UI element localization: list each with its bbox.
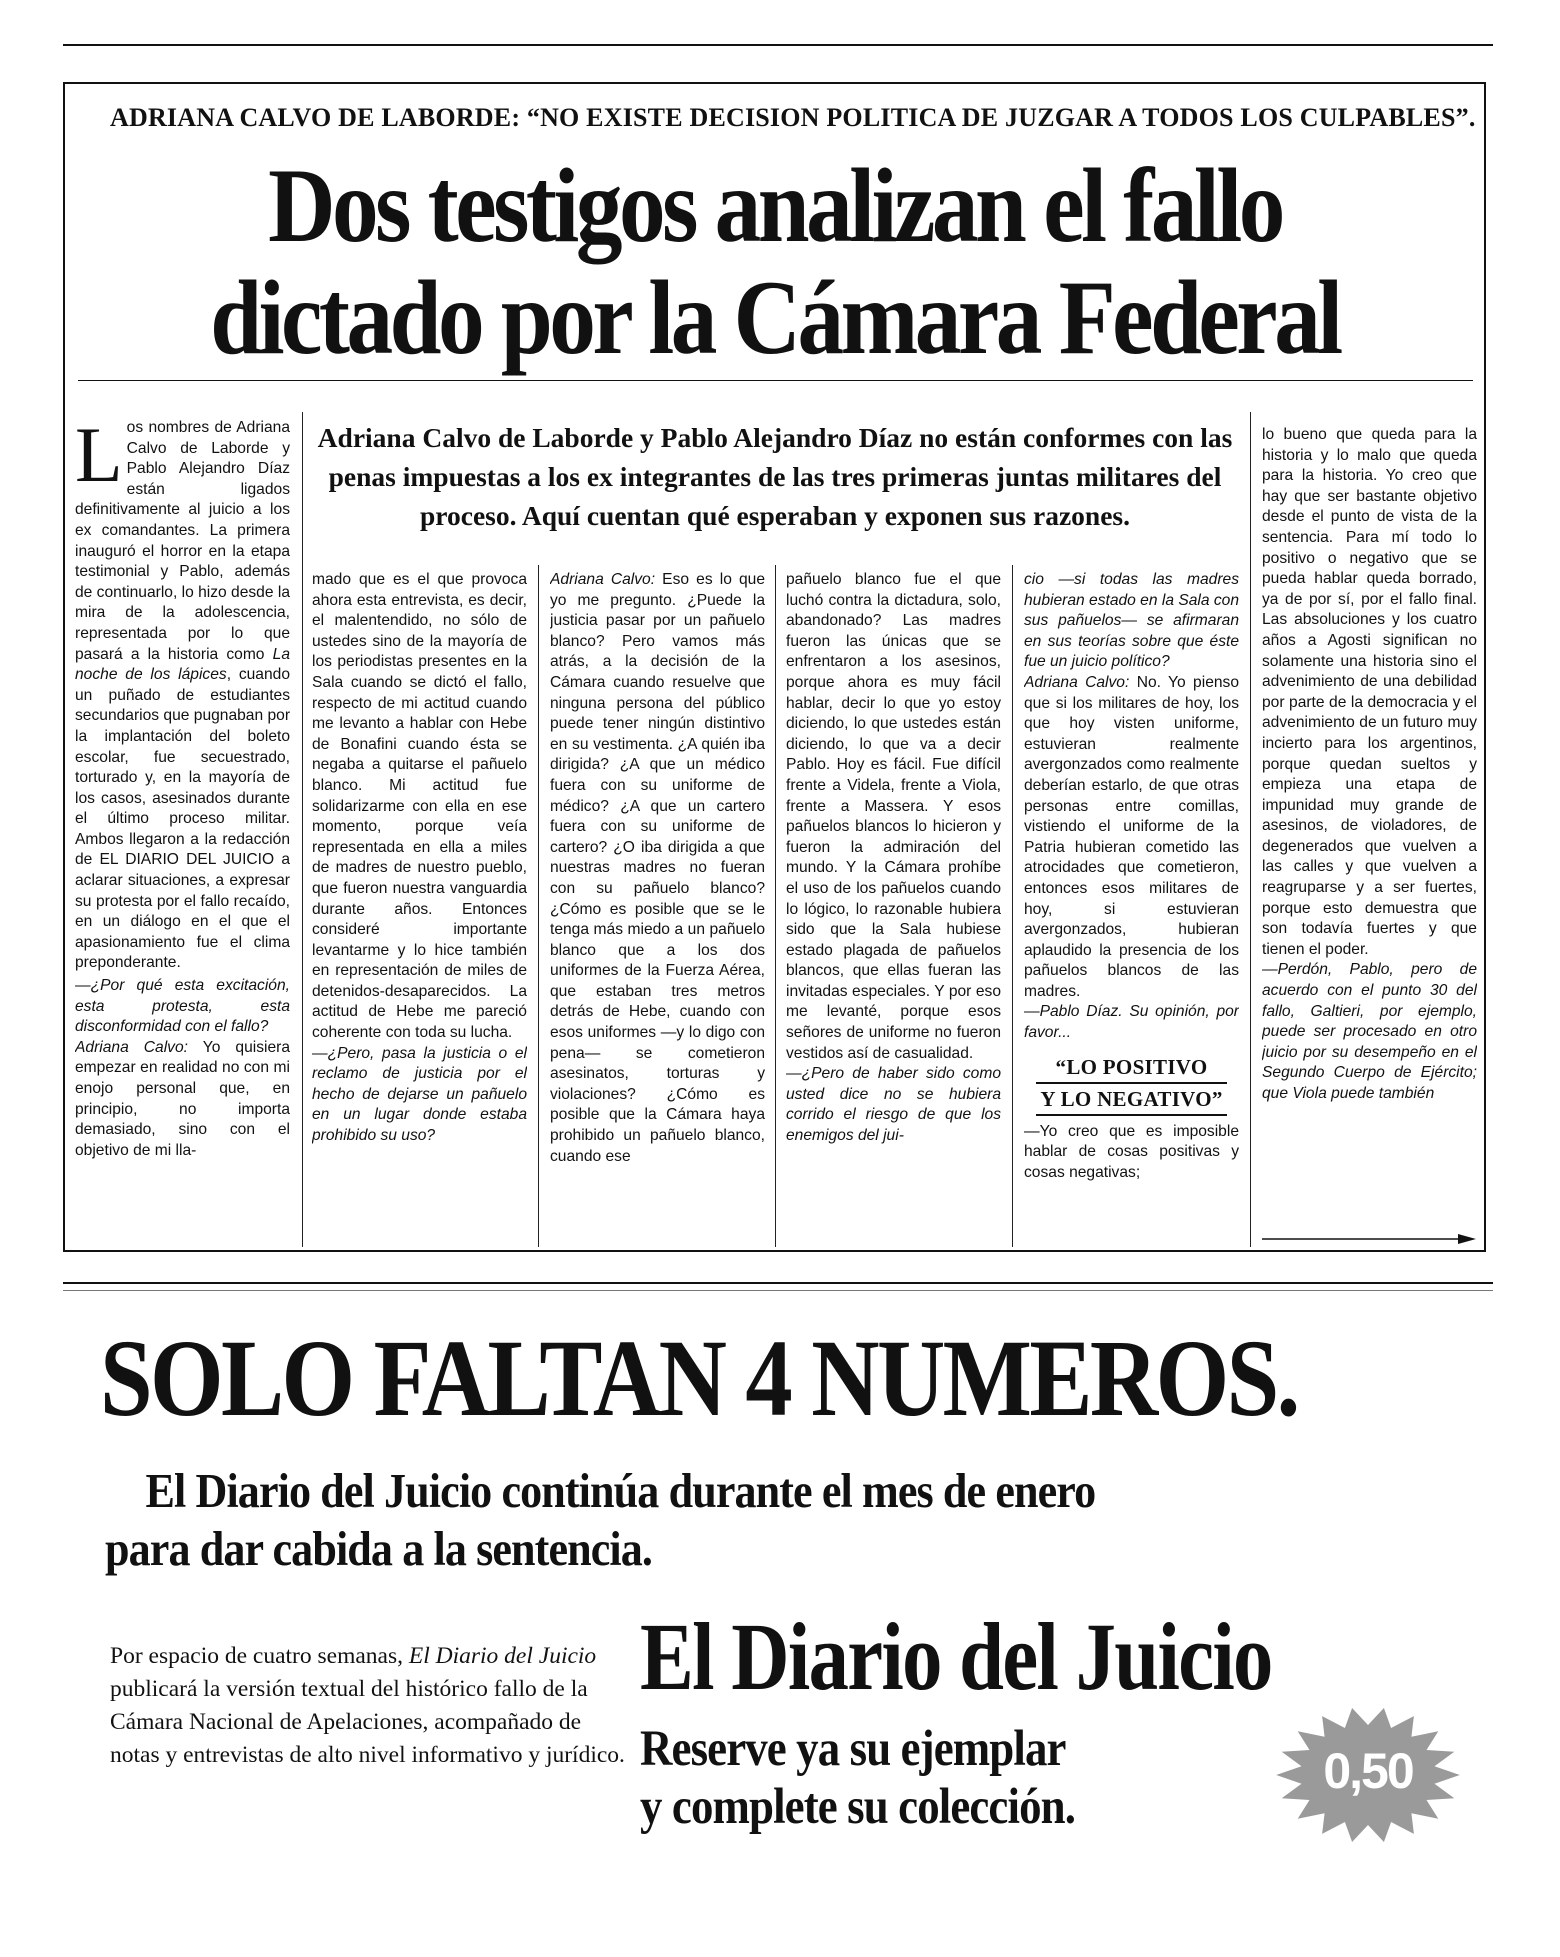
drop-cap: L bbox=[75, 418, 123, 498]
section-subhead bbox=[1024, 1052, 1239, 1116]
speaker-label: Adriana Calvo: bbox=[75, 1038, 188, 1056]
ad-body-text-post: publicará la versión textual del histórico fallo de la Cámara Nacional de Apelaciones, acompañado de notas y entrevistas de alto nivel informativo y jurídico. bbox=[110, 1676, 625, 1768]
speaker-label: Adriana Calvo: bbox=[550, 571, 656, 588]
ad-cta-line-2: y complete su colección. bbox=[640, 1779, 1076, 1835]
ad-headline: SOLO FALTAN 4 NUMEROS. bbox=[100, 1317, 1298, 1439]
ad-body-text-pre: Por espacio de cuatro semanas, bbox=[110, 1643, 409, 1669]
ad-subheadline bbox=[105, 1462, 1356, 1578]
article-column-2 bbox=[312, 570, 527, 1246]
article-column-5 bbox=[1024, 570, 1239, 1246]
ad-body-italic-title: El Diario del Juicio bbox=[408, 1643, 597, 1669]
answer-text: mado que es el que provoca ahora esta entrevista, es decir, el malentendido, no sólo de ustedes sino de la mayoría de los periodistas presentes en la Sala cuando se dictó el fallo, respecto de mi actitud cuando me levanto a hablar con Hebe de Bonafini cuando ésta se negaba a quitarse el pañuelo blanco. Mi actitud fue solidarizarme con ella en ese momento, porque veía representada en ella a miles de madres de nuestro pueblo, que fueron nuestra vanguardia durante años. Entonces consideré importante levantarme y lo hice también en representación de miles de detenidos-desaparecidos. La actitud de Hebe me pareció coherente con toda su lucha. bbox=[312, 571, 527, 1042]
answer-text: Eso es lo que yo me pregunto. ¿Puede la justicia pasar por un pañuelo blanco? Pero vamos más atrás, a la decisión de la Cámara cuando resuelve que ninguna persona del público puede tener ningún distintivo en su vestimenta. ¿A quién iba dirigida? ¿A que un médico fuera con su uniforme de médico? ¿A que un cartero fuera con su uniforme de cartero? ¿O iba dirigida a que nuestras madres no fueran con su pañuelo blanco? ¿Cómo es posible que se le tenga más miedo a un pañuelo blanco que a los dos uniformes de la Fuerza Aérea, que estaban tres metros detrás de Hebe, cuando con esos uniformes —y lo digo con pena— se cometieron asesinatos, torturas y violaciones? ¿Cómo es posible que la Cámara haya prohibido un pañuelo blanco, cuando ese bbox=[550, 571, 765, 1165]
article-column-4 bbox=[786, 570, 1001, 1246]
headline-underline bbox=[78, 380, 1473, 381]
ad-body-text bbox=[110, 1640, 630, 1772]
subhead-line-1: “LO POSITIVO bbox=[1055, 1054, 1208, 1079]
interview-question: —Perdón, Pablo, pero de acuerdo con el punto 30 del fallo, Galtieri, por ejemplo, puede ser procesado en otro juicio por su desempeño en el Segundo Cuerpo de Ejército; que Viola puede también bbox=[1262, 961, 1477, 1102]
interview-question: —Pablo Díaz. Su opinión, por favor... bbox=[1024, 1003, 1239, 1042]
article-deck: Adriana Calvo de Laborde y Pablo Alejandro Díaz no están conformes con las penas impuestas a los ex integrantes de las tres primeras juntas militares del proceso. Aquí cuentan qué esperaban y exponen sus razones. bbox=[317, 422, 1233, 531]
interview-question: —¿Pero, pasa la justicia o el reclamo de justicia por el hecho de dejarse un pañuelo en un lugar donde estaba prohibido su uso? bbox=[312, 1044, 527, 1145]
article-kicker: ADRIANA CALVO DE LABORDE: “NO EXISTE DECISION POLITICA DE JUZGAR A TODOS LOS CULPABLES”. bbox=[110, 103, 1476, 132]
ad-subheadline-line-2: para dar cabida a la sentencia. bbox=[105, 1521, 653, 1576]
interview-question: —¿Por qué esta excitación, esta protesta, esta disconformidad con el fallo? bbox=[75, 977, 290, 1036]
answer-text: lo bueno que queda para la historia y lo malo que queda para la historia. Yo creo que hay que ser bastante objetivo desde el punto de vista de la sentencia. Para mí todo lo positivo o negativo que se pueda hablar queda borrado, ya de por sí, por el fallo final. Las absoluciones y los cuatro años a Agosti significan no solamente una historia sino el advenimiento de una debilidad por parte de la democracia y el advenimiento de un futuro muy incierto para los argentinos, porque quedan sueltos y empieza una etapa de impunidad muy grande de asesinos, de violadores, de degenerados que vuelven a las calles y que vuelven a reagruparse y a ser fuertes, porque esto demuestra que son todavía fuertes y que tienen el poder. bbox=[1262, 426, 1477, 958]
article-column-3 bbox=[550, 570, 765, 1246]
intro-text: os nombres de Adriana Calvo de Laborde y Pablo Alejandro Díaz están ligados definitivamente al juicio a los ex comandantes. La primera inauguró el horror en la etapa testimonial y Pablo, además de continuarlo, lo hizo desde la mira de la adolescencia, representada por lo que pasará a la historia como bbox=[75, 419, 290, 663]
ad-separator-rule-thin bbox=[63, 1290, 1493, 1291]
ad-cta-line-1: Reserve ya su ejemplar bbox=[640, 1721, 1066, 1777]
column-divider bbox=[1012, 565, 1013, 1247]
subhead-line-2: Y LO NEGATIVO” bbox=[1036, 1082, 1226, 1116]
ad-call-to-action bbox=[640, 1720, 1256, 1836]
article-column-6 bbox=[1262, 425, 1477, 1225]
column-divider bbox=[1250, 412, 1251, 1247]
column-divider bbox=[538, 565, 539, 1247]
answer-text: —Yo creo que es imposible hablar de cosas positivas y cosas negativas; bbox=[1024, 1122, 1239, 1181]
column-divider bbox=[775, 565, 776, 1247]
ad-publication-title: El Diario del Juicio bbox=[640, 1603, 1272, 1710]
ad-subheadline-line-1: El Diario del Juicio continúa durante el mes de enero bbox=[145, 1463, 1096, 1518]
column-divider bbox=[302, 412, 303, 1247]
interview-answer: Yo quisiera empezar en realidad no con mi enojo personal que, en principio, no importa demasiado, sino con el objetivo de mi lla- bbox=[75, 1038, 290, 1159]
answer-text: No. Yo pienso que si los militares de hoy, los que hoy visten uniforme, estuvieran realmente avergonzados como realmente deberían estarlo, de que otras personas entre comillas, vistiendo el uniforme de la Patria hubieran cometido las atrocidades que cometieron, entonces esos militares de hoy, si estuvieran avergonzados, hubieran aplaudido la presencia de los pañuelos blancos de las madres. bbox=[1024, 673, 1239, 1000]
headline-line-2: dictado por la Cámara Federal bbox=[210, 259, 1340, 376]
speaker-label: Adriana Calvo: bbox=[1024, 673, 1130, 691]
intro-text-rest: , cuando un puñado de estudiantes secundarios que pugnaban por la implantación del boleto escolar, fue secuestrado, torturado y, en la mayoría de los casos, asesinados durante el último proceso militar. Ambos llegaron a la redacción de EL DIARIO DEL JUICIO a aclarar situaciones, a expresar su protesta por el fallo recaído, en un diálogo en el que el apasionamiento fue el clima preponderante. bbox=[75, 666, 290, 972]
top-rule bbox=[63, 44, 1493, 46]
answer-text: pañuelo blanco fue el que luchó contra la dictadura, solo, abandonado? Las madres fueron las únicas que se enfrentaron a los asesinos, porque ahora es muy fácil hablar, decir lo que yo estoy diciendo, lo que ustedes están diciendo, lo que va a decir Pablo. Hoy es fácil. Fue difícil frente a Videla, frente a Viola, frente a Massera. Y esos pañuelos blancos lo hicieron y fueron la admiración del mundo. Y la Cámara prohíbe el uso de los pañuelos cuando lo lógico, lo razonable hubiera sido que la Sala hubiese estado plagada de pañuelos blancos, que ellas fueran las invitadas especiales. Y por eso me levanté, porque esos señores de uniforme no fueron vestidos así de casualidad. bbox=[786, 571, 1001, 1062]
continue-arrow-icon bbox=[1262, 1232, 1482, 1246]
headline-line-1: Dos testigos analizan el fallo bbox=[268, 147, 1282, 264]
interview-question: cio —si todas las madres hubieran estado en la Sala con sus pañuelos— se afirmaran en sus teorías sobre que éste fue un juicio político? bbox=[1024, 571, 1239, 671]
interview-question: —¿Pero de haber sido como usted dice no se hubiera corrido el riesgo de que los enemigos del jui- bbox=[786, 1065, 1001, 1145]
article-headline bbox=[163, 147, 1386, 376]
intro-italic-title: La noche de los lápices bbox=[75, 645, 290, 684]
article-column-1 bbox=[75, 418, 290, 1246]
price-label: 0,50 bbox=[1323, 1743, 1413, 1799]
ad-separator-rule bbox=[63, 1282, 1493, 1284]
